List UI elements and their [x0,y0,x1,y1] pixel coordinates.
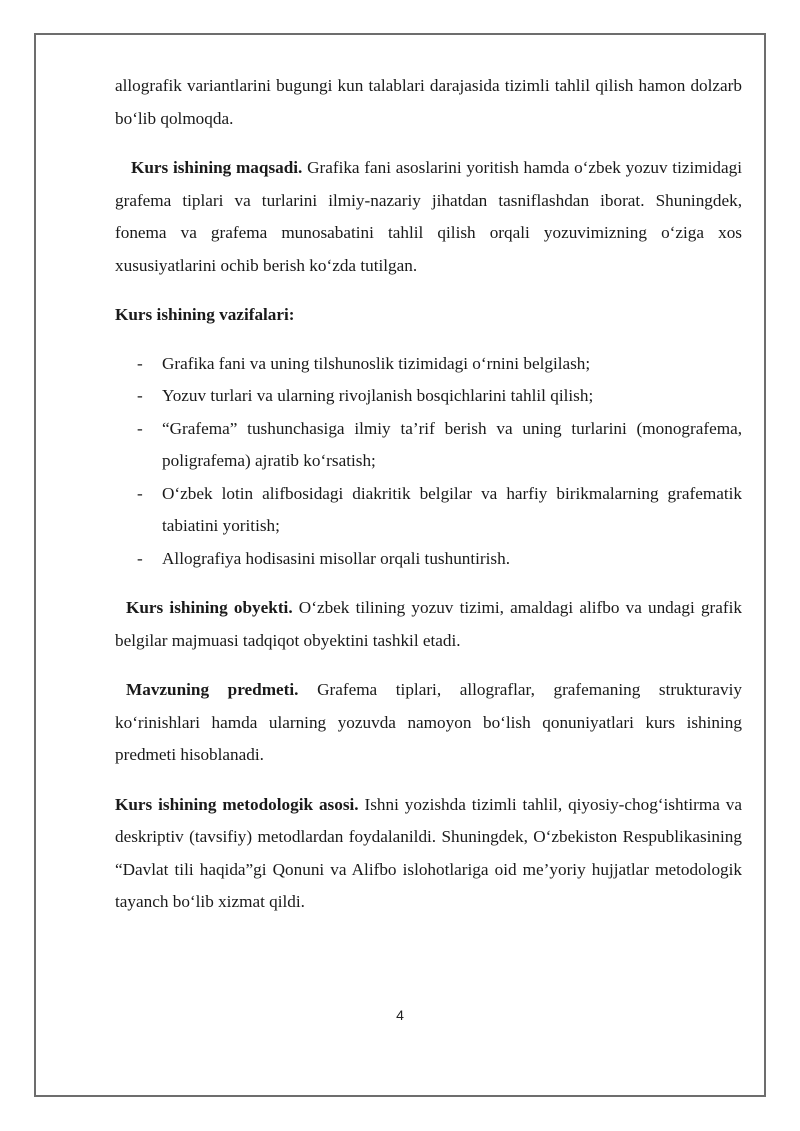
methodology-label: Kurs ishining metodologik asosi. [115,794,359,814]
goal-text: Grafika fani asoslarini yoritish hamda o‘zbek yozuv tizimidagi grafema tiplari va turlarini ilmiy-nazariy jihatdan tasniflashdan iborat. Shuningdek, fonema va grafema munosabatini tahlil qilish orqali yozuvimizning o‘ziga xos xususiyatlarini ochib berish ko‘zda tutilgan. [115,158,742,275]
task-text: O‘zbek lotin alifbosidagi diakritik belgilar va harfiy birikmalarning grafematik tabiatini yoritish; [162,483,742,535]
document-body [115,70,742,919]
list-bullet: - [137,353,143,373]
task-text: Allografiya hodisasini misollar orqali tushuntirish. [162,548,511,568]
goal-label: Kurs ishining maqsadi. [131,158,303,177]
page-number: 4 [396,1007,404,1023]
subject-paragraph [115,674,742,772]
goal-paragraph [115,152,742,282]
task-item [115,348,742,381]
tasks-heading: Kurs ishining vazifalari: [115,305,295,324]
methodology-text: Ishni yozishda tizimli tahlil, qiyosiy-chog‘ishtirma va deskriptiv (tavsifiy) metodlardan foydalanildi. Shuningdek, O‘zbekiston Respublikasining “Davlat tili haqida”gi Qonuni va Alifbo islohotlariga oid me’yoriy hujjatlar metodologik tayanch bo‘lib xizmat qildi. [115,794,742,911]
list-bullet: - [137,418,143,438]
task-text: “Grafema” tushunchasiga ilmiy ta’rif berish va uning turlarini (monografema, poligrafema) ajratib ko‘rsatish; [162,418,742,470]
task-item [115,380,742,413]
list-bullet: - [137,548,143,568]
object-paragraph [115,592,742,657]
subject-label: Mavzuning predmeti. [126,680,299,699]
object-text: O‘zbek tilining yozuv tizimi, amaldagi alifbo va undagi grafik belgilar majmuasi tadqiqot obyektini tashkil etadi. [115,598,742,650]
task-text: Yozuv turlari va ularning rivojlanish bosqichlarini tahlil qilish; [162,386,594,405]
intro-paragraph: allografik variantlarini bugungi kun talablari darajasida tizimli tahlil qilish hamon dolzarb bo‘lib qolmoqda. [115,76,742,128]
task-item [115,543,742,576]
object-label: Kurs ishining obyekti. [126,598,293,617]
task-text: Grafika fani va uning tilshunoslik tizimidagi o‘rnini belgilash; [162,353,591,373]
tasks-list [115,348,742,576]
task-item [115,413,742,478]
list-bullet: - [137,386,143,405]
subject-text: Grafema tiplari, allograflar, grafemaning strukturaviy ko‘rinishlari hamda ularning yozuvda namoyon bo‘lish qonuniyatlari kurs ishining predmeti hisoblanadi. [115,680,742,764]
list-bullet: - [137,483,143,503]
methodology-paragraph [115,789,742,919]
task-item [115,478,742,543]
